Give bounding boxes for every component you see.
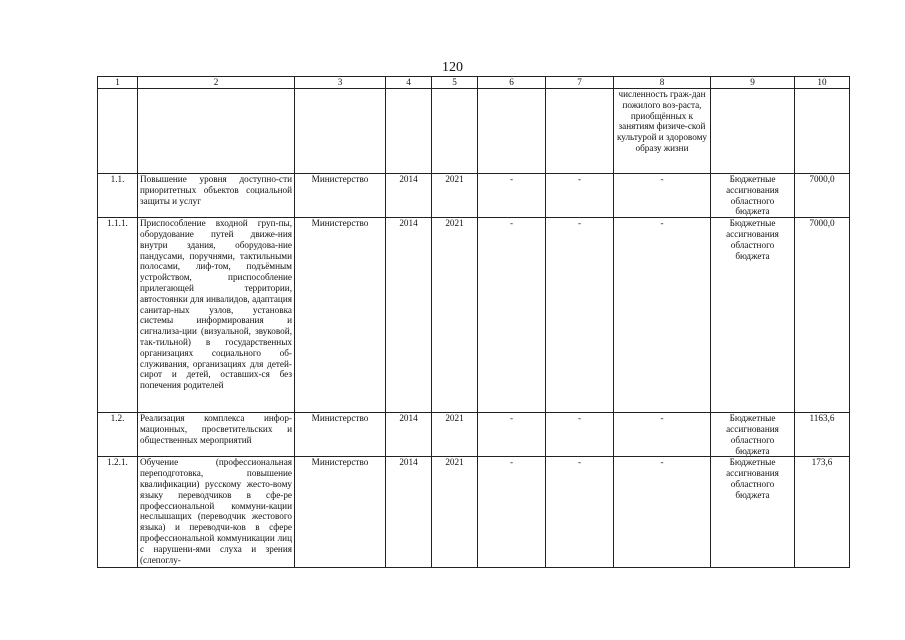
executor (295, 89, 386, 174)
table-row (98, 218, 850, 413)
column-header: 5 (432, 77, 478, 89)
column-header: 10 (795, 77, 850, 89)
column-6-value: - (478, 174, 546, 218)
funding-source: Бюджетные ассигнования областного бюджета (711, 218, 795, 413)
column-7-value: - (546, 413, 614, 457)
end-year: 2021 (432, 174, 478, 218)
table-row (98, 89, 850, 174)
page-number: 120 (442, 60, 463, 75)
column-header: 9 (711, 77, 795, 89)
funding-amount (795, 89, 850, 174)
indicator: - (614, 218, 711, 413)
row-number (98, 89, 138, 174)
funding-amount: 1163,6 (795, 413, 850, 457)
executor: Министерство (295, 413, 386, 457)
start-year: 2014 (386, 218, 432, 413)
table-row (98, 457, 850, 568)
column-7-value: - (546, 218, 614, 413)
column-header: 8 (614, 77, 711, 89)
table-row (98, 413, 850, 457)
funding-source: Бюджетные ассигнования областного бюджета (711, 457, 795, 568)
column-header: 2 (138, 77, 295, 89)
indicator: - (614, 457, 711, 568)
funding-source (711, 89, 795, 174)
end-year: 2021 (432, 413, 478, 457)
header-row (98, 77, 850, 89)
measure-name: Приспособление входной груп-пы, оборудование путей движе-ния внутри здания, оборудова-ние пандусами, поручнями, тактильными полосами, лиф-том, подъёмным устройством, приспособление прилегающей территории, автостоянки для инвалидов, адаптация санитар-ных узлов, установка системы информирования и сигнализа-ции (визуальной, звуковой, так-тильной) в государственных организациях социального об-служивания, организациях для детей-сирот и детей, оставших-ся без попечения родителей (138, 218, 295, 413)
column-6-value: - (478, 218, 546, 413)
funding-amount: 7000,0 (795, 218, 850, 413)
program-table (97, 76, 850, 568)
indicator: - (614, 174, 711, 218)
start-year: 2014 (386, 174, 432, 218)
column-header: 4 (386, 77, 432, 89)
column-6-value: - (478, 457, 546, 568)
column-6-value (478, 89, 546, 174)
table-row (98, 174, 850, 218)
end-year: 2021 (432, 457, 478, 568)
column-header: 6 (478, 77, 546, 89)
funding-source: Бюджетные ассигнования областного бюджета (711, 174, 795, 218)
measure-name: Реализация комплекса инфор-мационных, просветительских и общественных мероприятий (138, 413, 295, 457)
funding-amount: 7000,0 (795, 174, 850, 218)
column-7-value (546, 89, 614, 174)
measure-name (138, 89, 295, 174)
start-year (386, 89, 432, 174)
row-number: 1.1. (98, 174, 138, 218)
row-number: 1.2. (98, 413, 138, 457)
indicator: численность граж-дан пожилого воз-раста, приобщённых к занятиям физиче-ской культурой и здоровому образу жизни (614, 89, 711, 174)
measure-name: Повышение уровня доступно-сти приоритетных объектов социальной защиты и услуг (138, 174, 295, 218)
column-header: 1 (98, 77, 138, 89)
column-6-value: - (478, 413, 546, 457)
row-number: 1.2.1. (98, 457, 138, 568)
end-year: 2021 (432, 218, 478, 413)
funding-source: Бюджетные ассигнования областного бюджета (711, 413, 795, 457)
measure-name: Обучение (профессиональная переподготовка, повышение квалификации) русскому жесто-вому языку переводчиков в сфе-ре профессиональной коммуни-кации неслышащих (переводчик жестового языка) и переводчи-ков в сфере профессиональной коммуникации лиц с нарушени-ями слуха и зрения (слепоглу- (138, 457, 295, 568)
row-number: 1.1.1. (98, 218, 138, 413)
column-header: 7 (546, 77, 614, 89)
end-year (432, 89, 478, 174)
indicator: - (614, 413, 711, 457)
column-header: 3 (295, 77, 386, 89)
start-year: 2014 (386, 413, 432, 457)
funding-amount: 173,6 (795, 457, 850, 568)
executor: Министерство (295, 218, 386, 413)
column-7-value: - (546, 174, 614, 218)
executor: Министерство (295, 457, 386, 568)
start-year: 2014 (386, 457, 432, 568)
executor: Министерство (295, 174, 386, 218)
column-7-value: - (546, 457, 614, 568)
